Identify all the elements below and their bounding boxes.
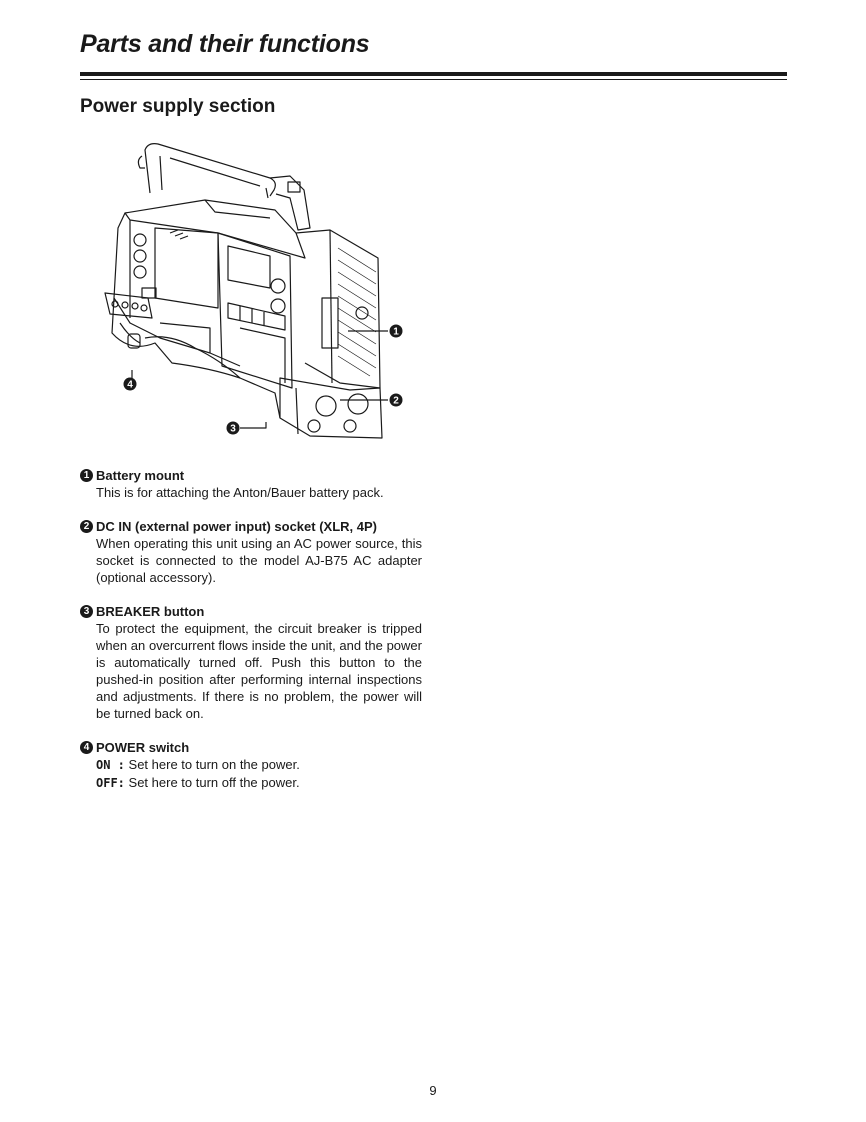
item-breaker-button <box>80 602 422 722</box>
switch-on-key: ON : <box>96 758 125 772</box>
header-rule-thin <box>80 79 787 80</box>
item-title: DC IN (external power input) socket (XLR, 4P) <box>96 518 377 534</box>
item-description: This is for attaching the Anton/Bauer battery pack. <box>96 485 384 500</box>
item-title: BREAKER button <box>96 603 205 619</box>
item-description: When operating this unit using an AC power source, this socket is connected to the model AJ-B75 AC adapter (optional accessory). <box>96 536 422 585</box>
callout-2 <box>390 394 403 407</box>
callout-3 <box>227 422 240 435</box>
switch-on-text: Set here to turn on the power. <box>128 757 300 772</box>
item-battery-mount <box>80 466 422 501</box>
svg-text:2: 2 <box>393 395 399 407</box>
item-title: POWER switch <box>96 739 190 755</box>
camera-illustration <box>100 138 410 440</box>
item-dc-in-socket <box>80 517 422 586</box>
item-description: To protect the equipment, the circuit breaker is tripped when an overcurrent flows inside the unit, and the power is automatically turned off. Push this button to the pushed-in position after performing internal inspections and adjustments. If there is no problem, the power will be turned back on. <box>96 621 422 721</box>
callout-4 <box>124 378 137 391</box>
svg-text:3: 3 <box>230 423 236 435</box>
item-number-badge: 1 <box>80 469 93 482</box>
camera-line-drawing <box>100 138 410 440</box>
svg-text:4: 4 <box>127 379 133 391</box>
item-power-switch <box>80 738 422 792</box>
switch-off-text: Set here to turn off the power. <box>128 775 300 790</box>
header-rule-thick <box>80 72 787 76</box>
item-number-badge: 2 <box>80 520 93 533</box>
switch-off-key: OFF: <box>96 776 125 790</box>
callout-1 <box>390 325 403 338</box>
item-title: Battery mount <box>96 467 185 483</box>
switch-on-line <box>96 756 422 774</box>
svg-text:1: 1 <box>393 326 399 338</box>
page-title: Parts and their functions <box>80 30 370 58</box>
parts-list <box>80 466 422 808</box>
page-number: 9 <box>429 1083 437 1098</box>
section-title: Power supply section <box>80 96 276 117</box>
switch-off-line <box>96 774 422 792</box>
item-number-badge: 3 <box>80 605 93 618</box>
item-number-badge: 4 <box>80 741 93 754</box>
